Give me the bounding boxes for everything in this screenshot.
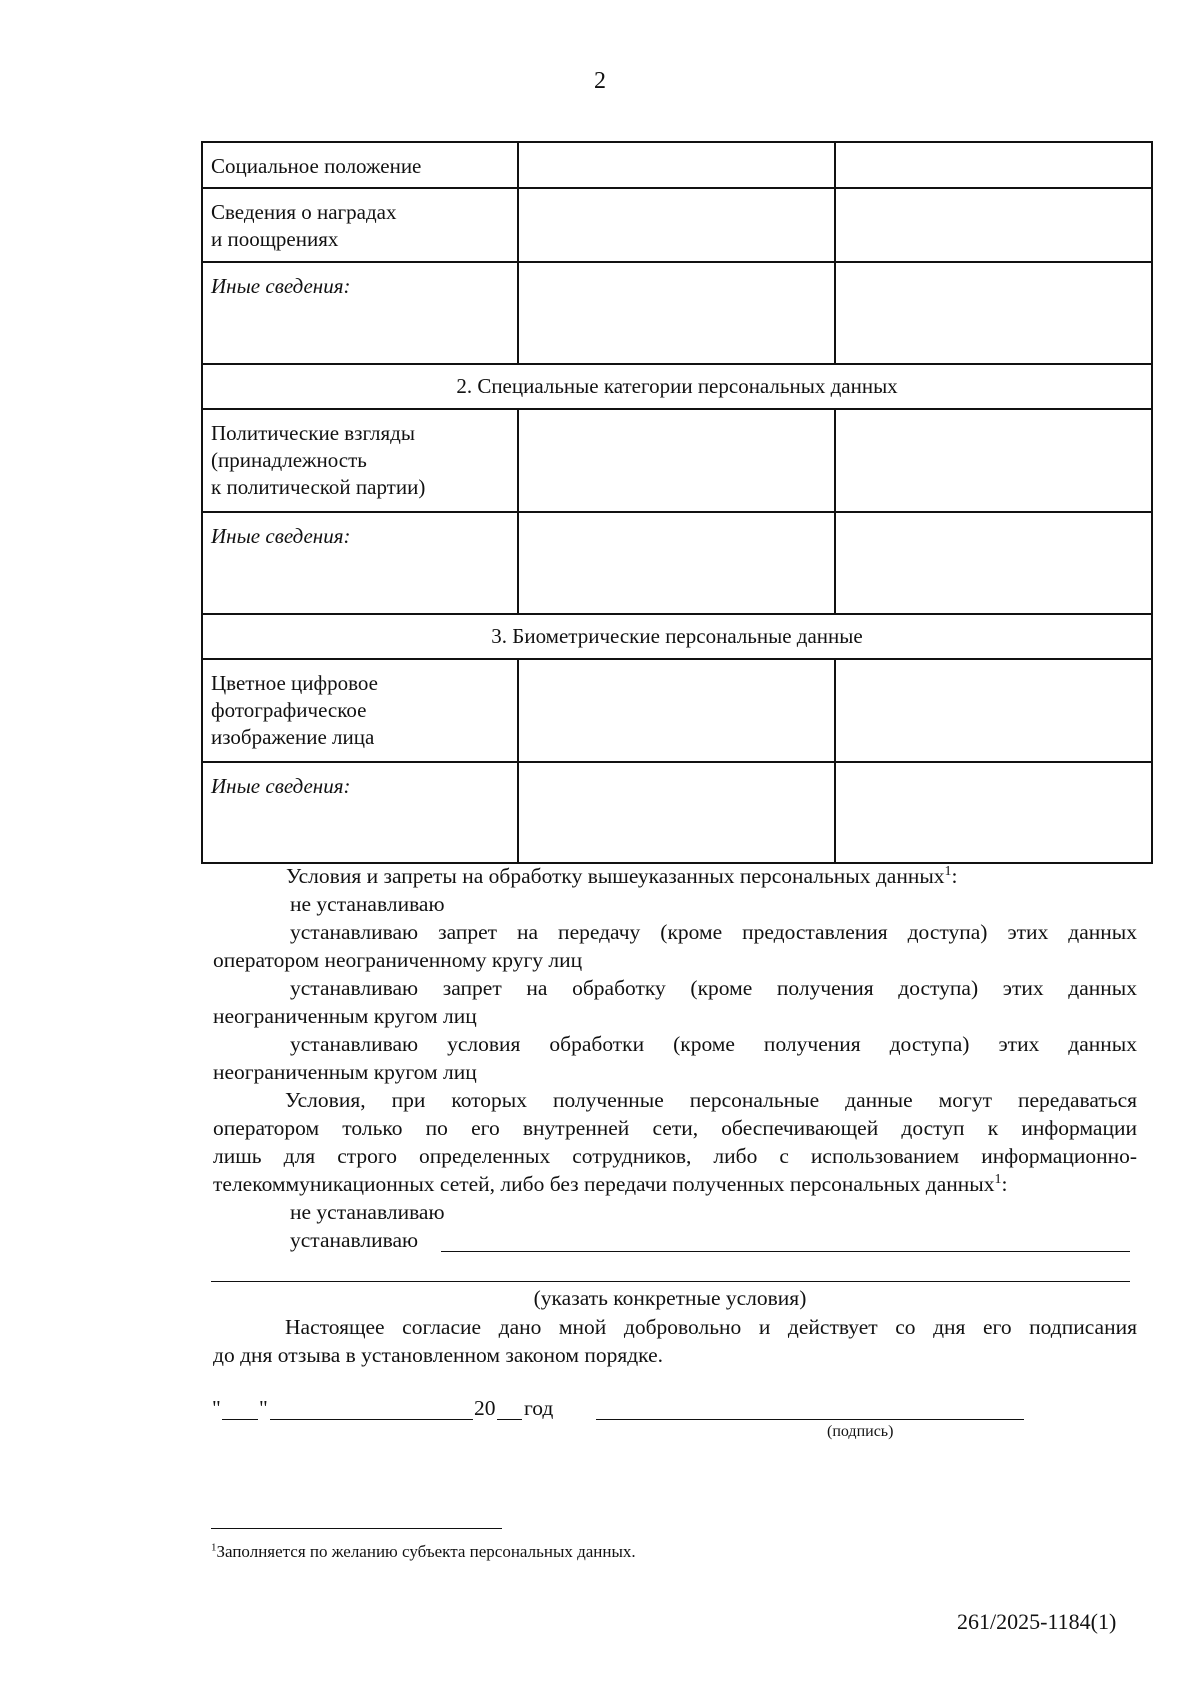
table-row: [202, 659, 1152, 762]
table-cell: [518, 762, 835, 863]
footnote-mark: 1: [211, 1541, 217, 1554]
footnote-ref: 1: [994, 1171, 1002, 1187]
table-section-row: [202, 364, 1152, 409]
footnote-ref: 1: [944, 863, 952, 879]
transfer-option-not-set: не устанавливаю: [290, 1200, 445, 1224]
option-not-set: не устанавливаю: [290, 892, 445, 916]
table-row: [202, 512, 1152, 614]
row-label-line: изображение лица: [211, 725, 375, 749]
signature-caption: (подпись): [827, 1423, 894, 1440]
row-label: [202, 188, 518, 262]
date-year-word: год: [524, 1396, 554, 1420]
table-cell: [518, 409, 835, 512]
table-cell: [835, 188, 1152, 262]
consent-line: до дня отзыва в установленном законом порядке.: [213, 1343, 663, 1367]
row-label: [202, 409, 518, 512]
row-label-line: Политические взгляды: [211, 421, 415, 445]
fill-hint: (указать конкретные условия): [533, 1286, 807, 1310]
row-label-line: (принадлежность: [211, 448, 367, 472]
transfer-paragraph-line: лишь для строго определенных сотрудников, либо с использованием информационно-: [213, 1144, 1137, 1168]
row-label: Иные сведения:: [202, 262, 518, 364]
transfer-paragraph-line: телекоммуникационных сетей, либо без передачи полученных персональных данных$^1$:: [213, 1171, 1008, 1196]
conditions-fill-line-2[interactable]: [211, 1281, 1130, 1282]
date-month-line[interactable]: [270, 1419, 473, 1420]
option-processing-ban-cont: неограниченным кругом лиц: [213, 1004, 477, 1028]
table-row: [202, 188, 1152, 262]
table-row: [202, 262, 1152, 364]
table-cell: [518, 659, 835, 762]
footnote-text: Заполняется по желанию субъекта персональных данных.: [216, 1542, 636, 1561]
table-cell: [518, 142, 835, 188]
row-label: [202, 659, 518, 762]
option-processing-ban: устанавливаю запрет на обработку (кроме получения доступа) этих данных: [290, 976, 1137, 1000]
table-cell: [518, 512, 835, 614]
document-number: 261/2025-1184(1): [957, 1609, 1117, 1634]
date-close-quote: ": [259, 1396, 268, 1420]
option-conditions: устанавливаю условия обработки (кроме получения доступа) этих данных: [290, 1032, 1137, 1056]
option-conditions-cont: неограниченным кругом лиц: [213, 1060, 477, 1084]
table-row: [202, 409, 1152, 512]
table-cell: [835, 409, 1152, 512]
consent-line: Настоящее согласие дано мной добровольно и действует со дня его подписания: [285, 1315, 1137, 1339]
table-cell: [835, 512, 1152, 614]
table-cell: [518, 188, 835, 262]
date-day-line[interactable]: [222, 1419, 258, 1420]
option-transfer-ban: устанавливаю запрет на передачу (кроме предоставления доступа) этих данных: [290, 920, 1137, 944]
row-label: Социальное положение: [202, 142, 518, 188]
row-label-line: фотографическое: [211, 698, 367, 722]
table-cell: [835, 762, 1152, 863]
date-year-line[interactable]: [497, 1419, 522, 1420]
date-open-quote: ": [212, 1396, 221, 1420]
table-cell: [835, 659, 1152, 762]
footnote-separator: [211, 1528, 502, 1529]
table-row: [202, 762, 1152, 863]
transfer-paragraph-line: оператором только по его внутренней сети, обеспечивающей доступ к информации: [213, 1116, 1137, 1140]
signature-line[interactable]: [596, 1419, 1024, 1420]
date-year-prefix: 20: [474, 1396, 496, 1420]
section-title: 2. Специальные категории персональных данных: [202, 364, 1152, 409]
table-cell: [835, 262, 1152, 364]
row-label-line: Цветное цифровое: [211, 671, 378, 695]
row-label: Иные сведения:: [202, 762, 518, 863]
transfer-paragraph-line: Условия, при которых полученные персональные данные могут передаваться: [285, 1088, 1137, 1112]
footnote: [211, 1542, 636, 1562]
section-title: 3. Биометрические персональные данные: [202, 614, 1152, 659]
conditions-heading: Условия и запреты на обработку вышеуказанных персональных данных$^1$:: [286, 863, 958, 888]
row-label-line: и поощрениях: [211, 227, 339, 251]
conditions-fill-line[interactable]: [441, 1251, 1130, 1252]
table-cell: [835, 142, 1152, 188]
row-label-line: к политической партии): [211, 475, 426, 499]
option-transfer-ban-cont: оператором неограниченному кругу лиц: [213, 948, 583, 972]
transfer-option-set: устанавливаю: [290, 1228, 419, 1252]
personal-data-table: [201, 141, 1153, 864]
table-cell: [518, 262, 835, 364]
page-number: 2: [594, 68, 606, 94]
row-label-line: Сведения о наградах: [211, 200, 397, 224]
table-section-row: [202, 614, 1152, 659]
table-row: [202, 142, 1152, 188]
row-label: Иные сведения:: [202, 512, 518, 614]
